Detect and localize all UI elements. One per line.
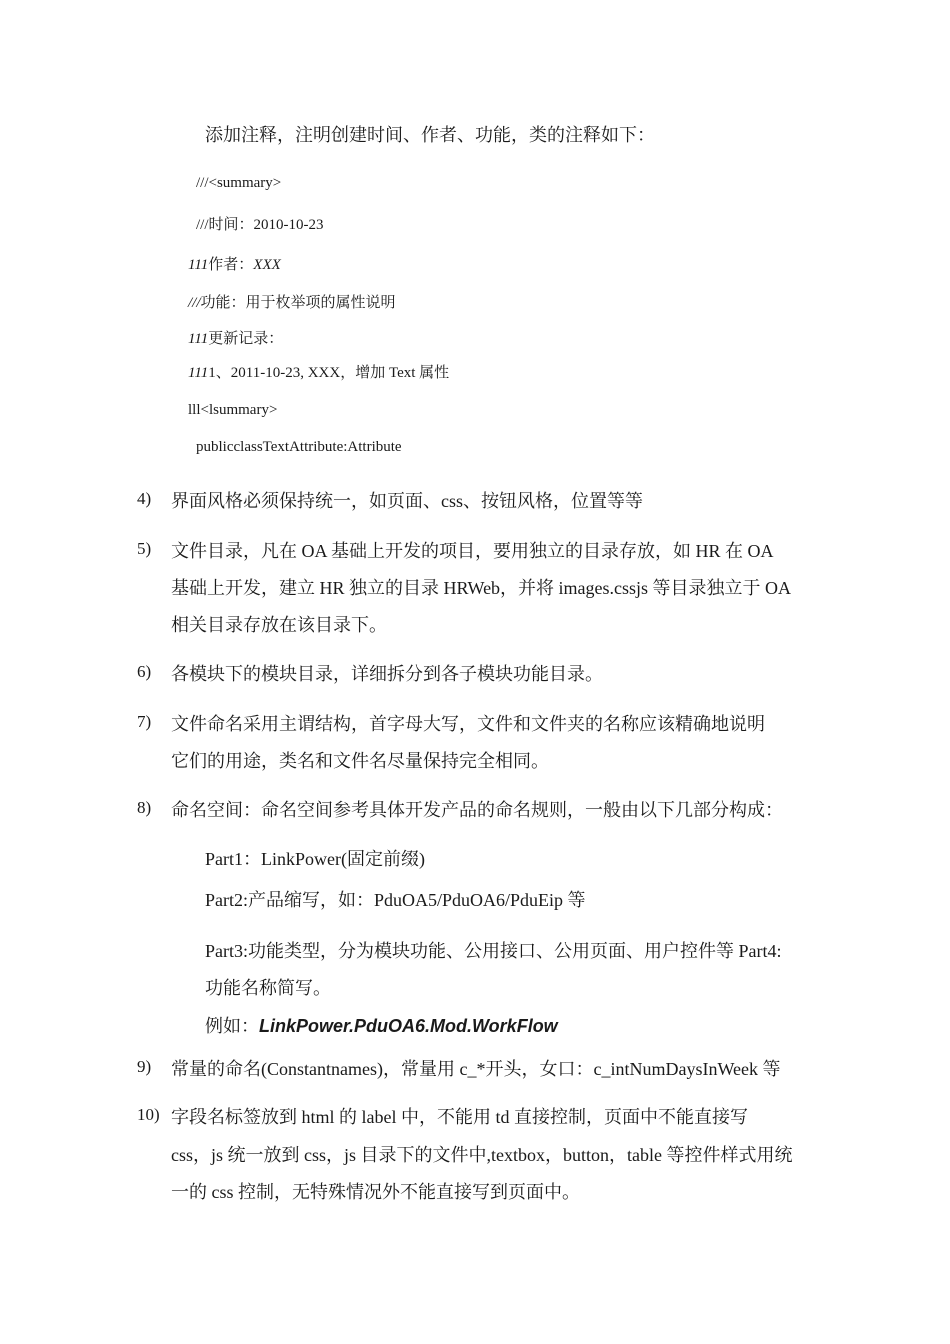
- item-10-line-2: css，js 统一放到 css，js 目录下的文件中,textbox，button，table 等控件样式用统: [171, 1145, 793, 1165]
- part-1: Part1：LinkPower(固定前缀): [205, 849, 425, 869]
- comment-prefix: 111: [188, 365, 209, 381]
- example-line: [205, 1012, 558, 1038]
- function-text: 功能：用于枚举项的属性说明: [200, 295, 396, 311]
- item-5-line-2: 基础上开发，建立 HR 独立的目录 HRWeb，并将 images.cssjs 等目录独立于 OA: [171, 578, 792, 598]
- item-number: 8): [137, 798, 152, 817]
- item-5-line-3: 相关目录存放在该目录下。: [171, 615, 387, 635]
- update-entry-text: 1、2011-10-23, XXX，增加 Text 属性: [208, 365, 450, 381]
- intro-text: 添加注释，注明创建时间、作者、功能，类的注释如下：: [205, 125, 655, 145]
- item-9-line-1: 常量的命名(Constantnames)，常量用 c_*开头，女口：c_intNumDaysInWeek 等: [171, 1059, 781, 1079]
- code-line-summary-close: lll<lsummary>: [188, 402, 278, 418]
- item-10-line-3: 一的 css 控制，无特殊情况外不能直接写到页面中。: [171, 1182, 580, 1202]
- item-10-line-1: 字段名标签放到 html 的 label 中，不能用 td 直接控制，页面中不能直接写: [171, 1107, 748, 1127]
- part-3-line-1: Part3:功能类型，分为模块功能、公用接口、公用页面、用户控件等 Part4:: [205, 941, 782, 961]
- item-number: 5): [137, 539, 152, 558]
- part-3-line-2: 功能名称简写。: [205, 978, 331, 998]
- code-line-class-declaration: publicclassTextAttribute:Attribute: [196, 439, 402, 455]
- item-8-line-1: 命名空间：命名空间参考具体开发产品的命名规则，一般由以下几部分构成：: [171, 800, 783, 820]
- item-6-line-1: 各模块下的模块目录，详细拆分到各子模块功能目录。: [171, 664, 603, 684]
- comment-prefix: 111: [188, 257, 209, 273]
- item-number: 9): [137, 1057, 152, 1076]
- code-line-update-log: [188, 327, 283, 348]
- author-value: XXX: [253, 257, 281, 273]
- code-line-update-entry: [188, 361, 449, 382]
- item-number: 4): [137, 489, 152, 508]
- code-line-function: [188, 291, 396, 312]
- item-number: 6): [137, 662, 152, 681]
- update-log-text: 更新记录：: [208, 331, 284, 347]
- item-number: 7): [137, 712, 152, 731]
- code-line-time: ///时间：2010-10-23: [196, 217, 324, 233]
- item-5-line-1: 文件目录，凡在 OA 基础上开发的项目，要用独立的目录存放，如 HR 在 OA: [171, 541, 774, 561]
- part-2: Part2:产品缩写，如：PduOA5/PduOA6/PduEip 等: [205, 890, 586, 910]
- code-line-author: [188, 253, 281, 274]
- item-7-line-1: 文件命名采用主谓结构，首字母大写，文件和文件夹的名称应该精确地说明: [171, 714, 765, 734]
- example-namespace: LinkPower.PduOA6.Mod.WorkFlow: [259, 1016, 558, 1036]
- item-7-line-2: 它们的用途，类名和文件名尽量保持完全相同。: [171, 751, 549, 771]
- author-label: 作者：: [208, 257, 254, 273]
- example-label: 例如：: [205, 1016, 259, 1036]
- comment-prefix: 111: [188, 331, 209, 347]
- item-4-line-1: 界面风格必须保持统一，如页面、css、按钮风格，位置等等: [171, 491, 643, 511]
- item-number: 10): [137, 1105, 160, 1124]
- comment-prefix: ///: [188, 295, 201, 311]
- code-line-summary-open: ///<summary>: [196, 175, 282, 191]
